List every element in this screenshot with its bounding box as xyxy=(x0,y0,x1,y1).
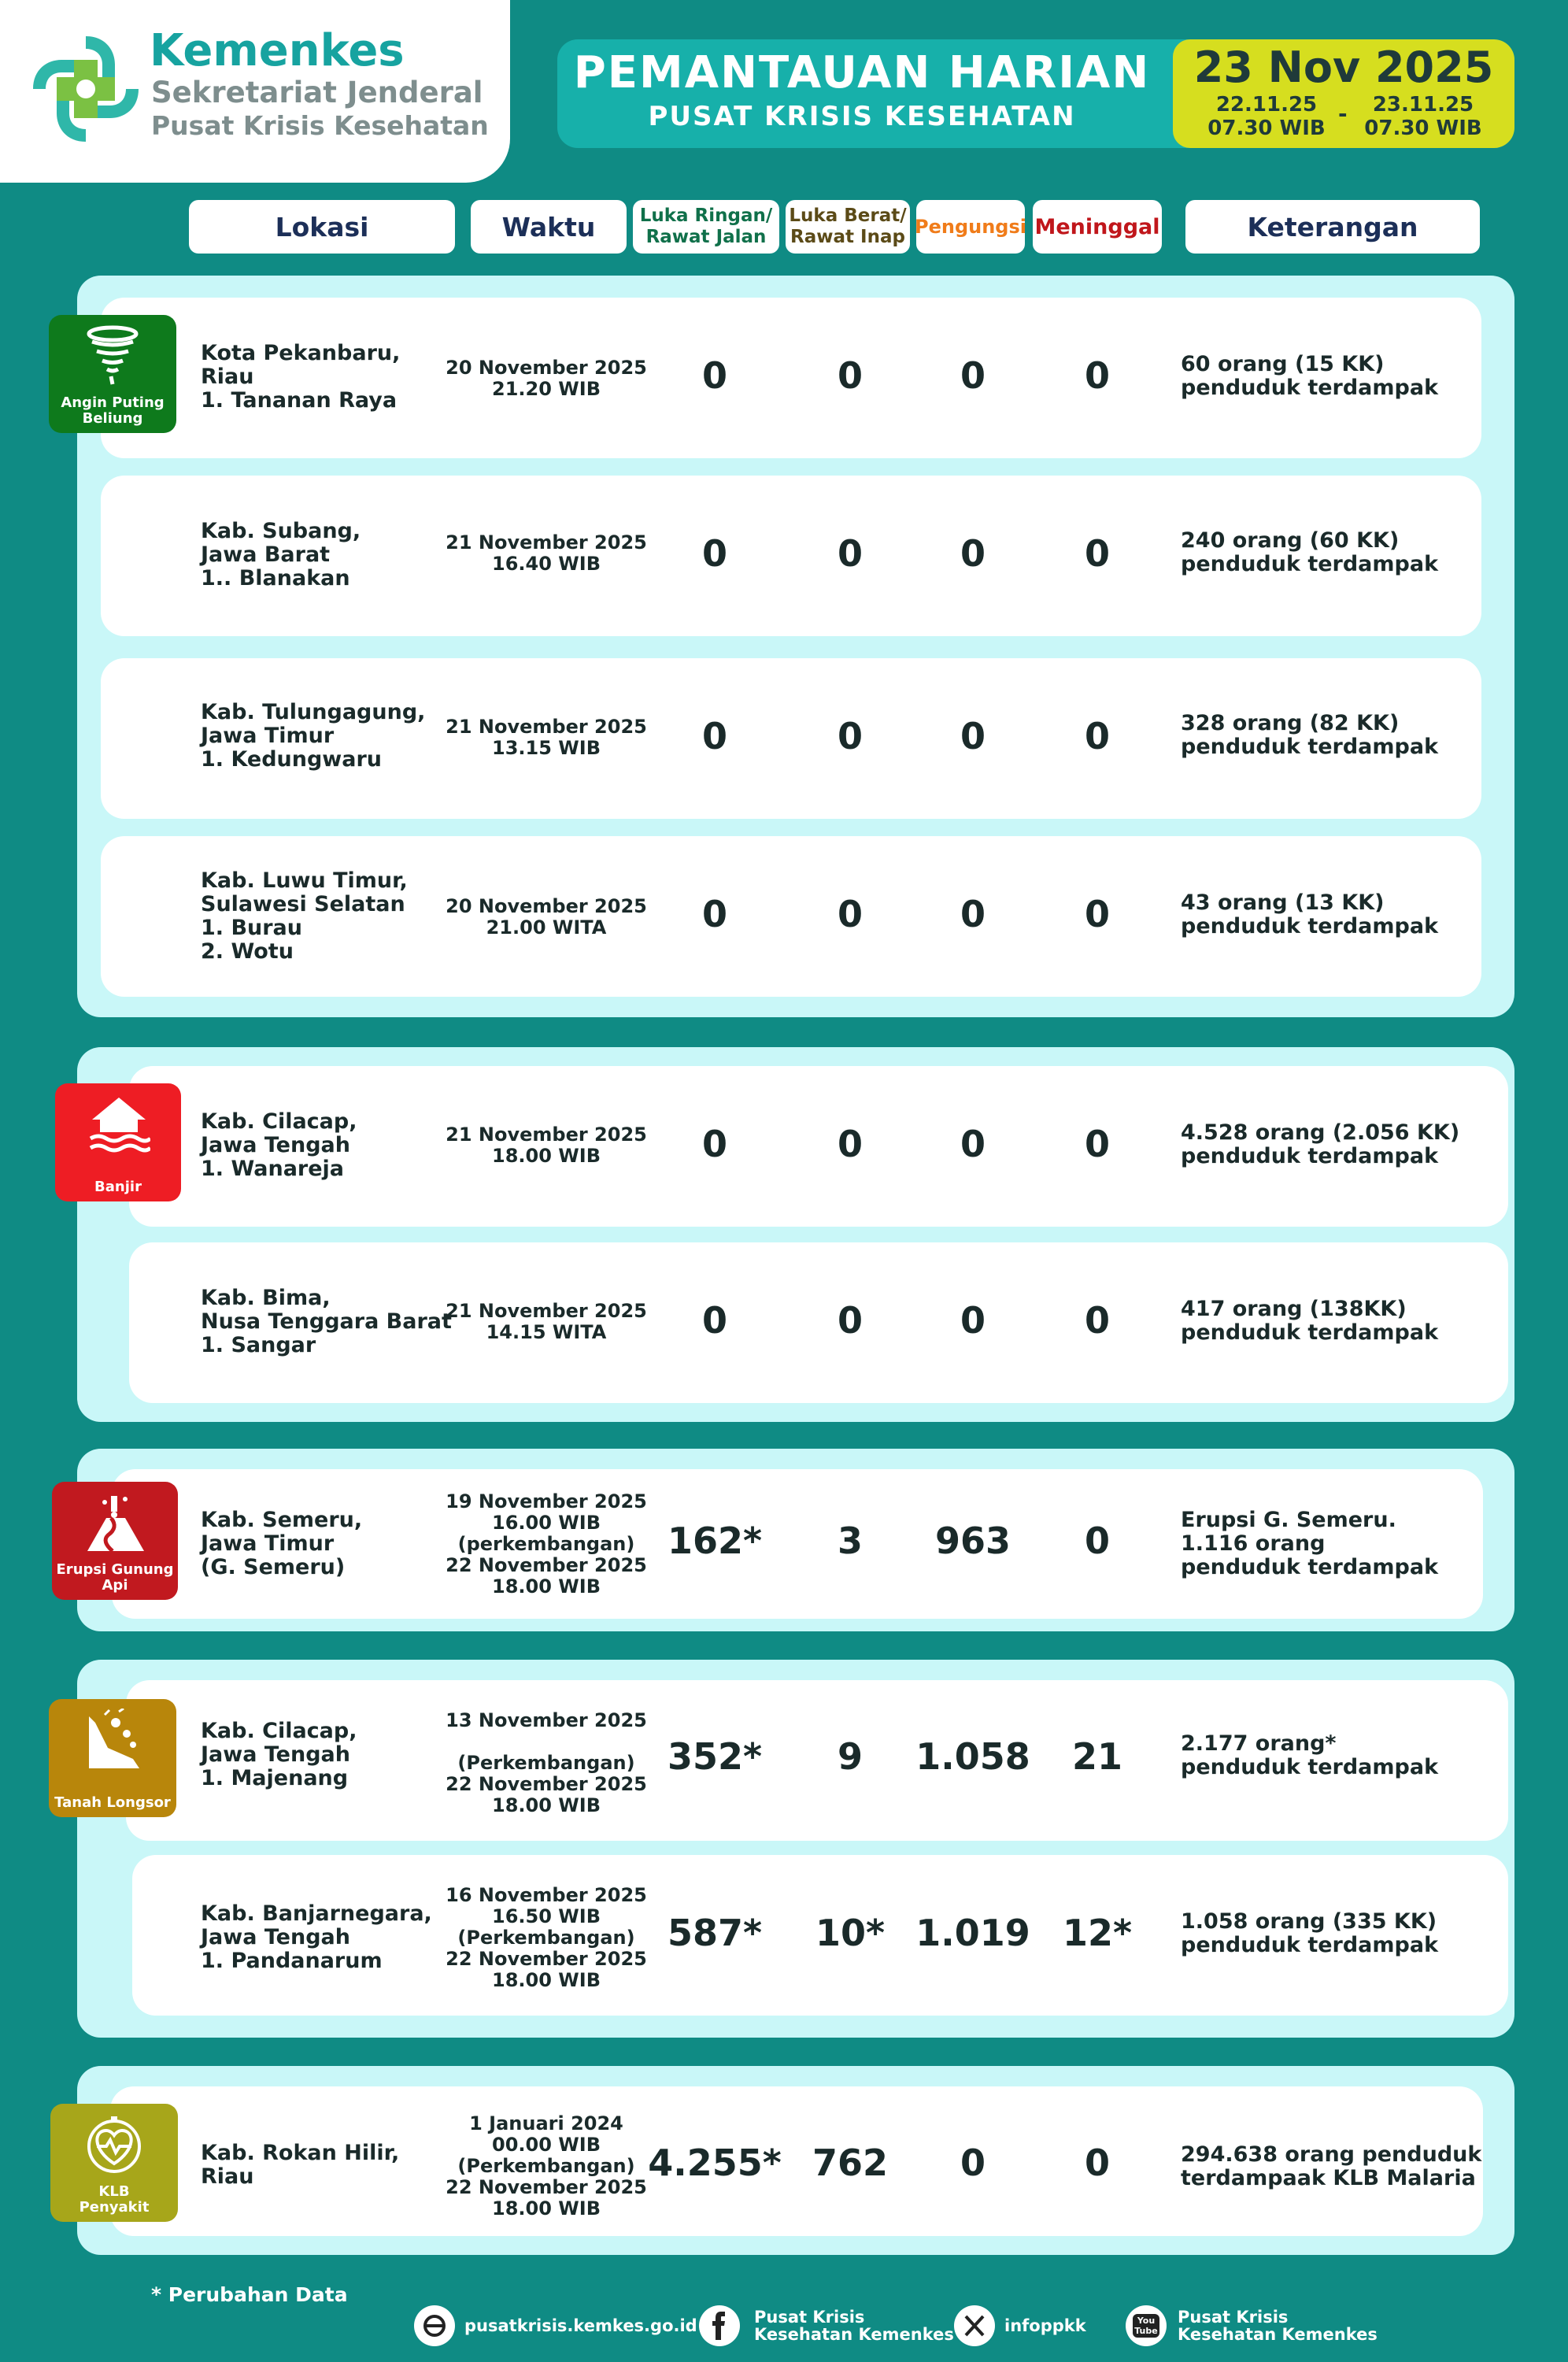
time-cell: 21 November 2025 13.15 WIB xyxy=(446,716,647,759)
facebook-icon[interactable] xyxy=(699,2305,740,2346)
report-date: 23 Nov 2025 xyxy=(1193,43,1494,92)
category-label: Tanah Longsor xyxy=(54,1794,171,1811)
location-cell: Kab. Rokan Hilir, Riau xyxy=(201,2141,400,2189)
keterangan-cell: 294.638 orang penduduk terdampaak KLB Malaria xyxy=(1181,2142,1482,2190)
pengungsi-value: 0 xyxy=(960,893,986,935)
date-box xyxy=(1173,39,1514,148)
luka-ringan-value: 0 xyxy=(701,893,727,935)
time-cell: 19 November 2025 16.00 WIB (perkembangan) 22 November 2025 18.00 WIB xyxy=(446,1490,647,1597)
column-header-luka-berat: Luka Berat/ Rawat Inap xyxy=(786,200,910,254)
category-label: Angin Puting Beliung xyxy=(61,394,165,427)
logo-subtitle-2: Pusat Krisis Kesehatan xyxy=(151,110,489,141)
location-cell: Kab. Semeru, Jawa Timur (G. Semeru) xyxy=(201,1508,363,1579)
category-label: KLB Penyakit xyxy=(79,2183,150,2216)
banner-title: PEMANTAUAN HARIAN xyxy=(573,47,1151,98)
pengungsi-value: 0 xyxy=(960,354,986,397)
x-link[interactable]: infoppkk xyxy=(1004,2316,1086,2335)
location-cell: Kab. Luwu Timur, Sulawesi Selatan 1. Burau 2. Wotu xyxy=(201,868,408,964)
luka-berat-value: 0 xyxy=(837,354,863,397)
pengungsi-value: 0 xyxy=(960,1299,986,1342)
table-row xyxy=(0,1469,1568,1619)
keterangan-cell: 43 orang (13 KK) penduduk terdampak xyxy=(1181,890,1439,939)
keterangan-cell: 1.058 orang (335 KK) penduduk terdampak xyxy=(1181,1909,1439,1957)
category-label: Erupsi Gunung Api xyxy=(56,1561,174,1594)
range-start: 22.11.25 07.30 WIB xyxy=(1207,93,1326,140)
luka-ringan-value: 0 xyxy=(701,715,727,757)
column-header-luka-ringan: Luka Ringan/ Rawat Jalan xyxy=(633,200,779,254)
luka-berat-value: 9 xyxy=(837,1735,863,1778)
time-cell: 21 November 2025 14.15 WITA xyxy=(446,1300,647,1343)
luka-berat-value: 3 xyxy=(837,1520,863,1562)
table-row xyxy=(0,1242,1568,1403)
location-cell: Kab. Banjarnegara, Jawa Tengah 1. Pandanarum xyxy=(201,1901,432,1973)
column-header-pengungsi: Pengungsi xyxy=(916,200,1025,254)
meninggal-value: 0 xyxy=(1084,715,1110,757)
pengungsi-value: 1.058 xyxy=(915,1735,1030,1778)
time-cell: 20 November 2025 21.20 WIB xyxy=(446,357,647,400)
pengungsi-value: 0 xyxy=(960,715,986,757)
luka-ringan-value: 0 xyxy=(701,1123,727,1165)
location-cell: Kab. Cilacap, Jawa Tengah 1. Majenang xyxy=(201,1719,357,1790)
logo-title: Kemenkes xyxy=(150,25,405,76)
youtube-icon[interactable] xyxy=(1126,2305,1167,2346)
luka-berat-value: 0 xyxy=(837,1123,863,1165)
table-row xyxy=(0,2086,1568,2236)
website-link[interactable]: pusatkrisis.kemkes.go.id xyxy=(464,2316,697,2335)
facebook-f-icon xyxy=(699,2305,740,2346)
luka-ringan-value: 0 xyxy=(701,354,727,397)
banner-subtitle: PUSAT KRISIS KESEHATAN xyxy=(648,101,1076,132)
luka-ringan-value: 0 xyxy=(701,532,727,575)
logo-block xyxy=(0,0,510,183)
x-icon[interactable] xyxy=(954,2305,995,2346)
time-cell: 21 November 2025 16.40 WIB xyxy=(446,531,647,575)
pengungsi-value: 1.019 xyxy=(915,1912,1030,1954)
time-cell: 1 Januari 2024 00.00 WIB (Perkembangan) 22 November 2025 18.00 WIB xyxy=(446,2112,647,2219)
column-header-meninggal: Meninggal xyxy=(1033,200,1162,254)
table-row xyxy=(0,1855,1568,2016)
meninggal-value: 0 xyxy=(1084,354,1110,397)
time-cell: 16 November 2025 16.50 WIB (Perkembangan) 22 November 2025 18.00 WIB xyxy=(446,1884,647,1991)
luka-berat-value: 762 xyxy=(812,2142,889,2184)
table-row xyxy=(0,1680,1568,1841)
luka-ringan-value: 587* xyxy=(667,1912,763,1954)
table-row xyxy=(0,658,1568,819)
keterangan-cell: 417 orang (138KK) penduduk terdampak xyxy=(1181,1297,1439,1345)
x-logo-icon xyxy=(954,2305,995,2346)
meninggal-value: 21 xyxy=(1071,1735,1122,1778)
luka-berat-value: 0 xyxy=(837,893,863,935)
time-cell: 13 November 2025 (Perkembangan) 22 November 2025 18.00 WIB xyxy=(446,1709,647,1816)
category-label: Banjir xyxy=(94,1179,142,1195)
column-header-keterangan: Keterangan xyxy=(1185,200,1480,254)
luka-ringan-value: 0 xyxy=(701,1299,727,1342)
time-cell: 21 November 2025 18.00 WIB xyxy=(446,1124,647,1167)
youtube-logo-icon: You Tube xyxy=(1133,2314,1159,2338)
keterangan-cell: 2.177 orang* penduduk terdampak xyxy=(1181,1731,1439,1779)
meninggal-value: 0 xyxy=(1084,1123,1110,1165)
range-separator: - xyxy=(1338,101,1348,127)
meninggal-value: 0 xyxy=(1084,532,1110,575)
luka-ringan-value: 162* xyxy=(667,1520,763,1562)
meninggal-value: 12* xyxy=(1062,1912,1133,1954)
keterangan-cell: 60 orang (15 KK) penduduk terdampak xyxy=(1181,352,1439,400)
luka-berat-value: 0 xyxy=(837,715,863,757)
location-cell: Kab. Subang, Jawa Barat 1.. Blanakan xyxy=(201,519,361,590)
luka-berat-value: 0 xyxy=(837,1299,863,1342)
column-header-waktu: Waktu xyxy=(471,200,627,254)
luka-berat-value: 0 xyxy=(837,532,863,575)
location-cell: Kab. Bima, Nusa Tenggara Barat 1. Sangar xyxy=(201,1286,452,1357)
kemenkes-logo-icon xyxy=(27,30,145,148)
range-end: 23.11.25 07.30 WIB xyxy=(1364,93,1482,140)
table-row xyxy=(0,298,1568,458)
facebook-link[interactable]: Pusat Krisis Kesehatan Kemenkes xyxy=(754,2308,954,2344)
table-row xyxy=(0,836,1568,997)
location-cell: Kota Pekanbaru, Riau 1. Tananan Raya xyxy=(201,341,401,413)
logo-subtitle: Sekretariat Jenderal xyxy=(151,76,483,109)
keterangan-cell: 240 orang (60 KK) penduduk terdampak xyxy=(1181,528,1439,576)
meninggal-value: 0 xyxy=(1084,1520,1110,1562)
meninggal-value: 0 xyxy=(1084,893,1110,935)
table-row xyxy=(0,476,1568,636)
luka-ringan-value: 4.255* xyxy=(648,2142,782,2184)
keterangan-cell: 4.528 orang (2.056 KK) penduduk terdampak xyxy=(1181,1120,1460,1168)
footnote: * Perubahan Data xyxy=(151,2283,348,2306)
location-cell: Kab. Tulungagung, Jawa Timur 1. Kedungwaru xyxy=(201,700,426,772)
table-row xyxy=(0,1066,1568,1227)
meninggal-value: 0 xyxy=(1084,1299,1110,1342)
globe-icon xyxy=(414,2305,455,2346)
luka-ringan-value: 352* xyxy=(667,1735,763,1778)
youtube-link[interactable]: Pusat Krisis Kesehatan Kemenkes xyxy=(1178,2308,1378,2344)
keterangan-cell: Erupsi G. Semeru. 1.116 orang penduduk terdampak xyxy=(1181,1508,1439,1579)
time-cell: 20 November 2025 21.00 WITA xyxy=(446,895,647,939)
header-banner xyxy=(557,39,1514,148)
luka-berat-value: 10* xyxy=(815,1912,886,1954)
meninggal-value: 0 xyxy=(1084,2142,1110,2184)
column-header-lokasi: Lokasi xyxy=(189,200,455,254)
pengungsi-value: 0 xyxy=(960,532,986,575)
pengungsi-value: 0 xyxy=(960,2142,986,2184)
pengungsi-value: 0 xyxy=(960,1123,986,1165)
pengungsi-value: 963 xyxy=(934,1520,1011,1562)
keterangan-cell: 328 orang (82 KK) penduduk terdampak xyxy=(1181,711,1439,759)
website-icon[interactable] xyxy=(414,2305,455,2346)
location-cell: Kab. Cilacap, Jawa Tengah 1. Wanareja xyxy=(201,1109,357,1181)
